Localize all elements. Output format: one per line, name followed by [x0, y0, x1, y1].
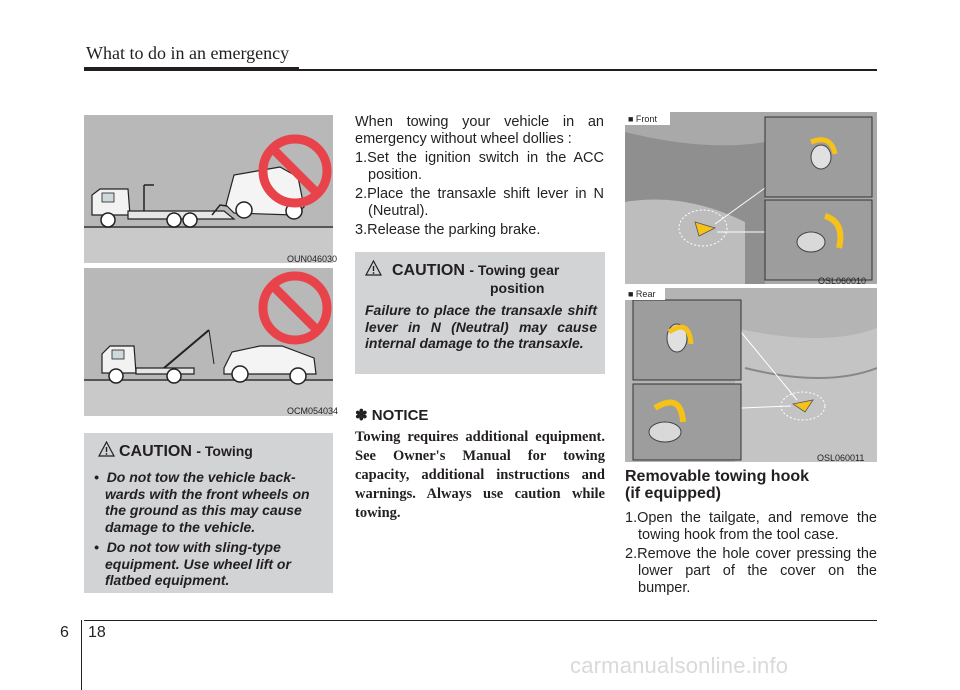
bullet-2-rest: equipment. Use wheel lift or flatbed equipment.	[105, 555, 291, 588]
caution-heading-label: CAUTION	[119, 443, 192, 460]
hook-title-line1: Removable towing hook	[625, 468, 810, 485]
figure-code: OCM054034	[287, 406, 339, 416]
warning-triangle-icon	[98, 441, 115, 457]
caution-heading-label: CAUTION	[392, 262, 465, 279]
intro-step-3: 3.Release the parking brake.	[355, 222, 541, 238]
bullet-2-first-line: Do not tow with sling-type	[106, 539, 281, 555]
figure-code: OSL060011	[817, 453, 865, 463]
front-hook-figure	[625, 112, 877, 284]
notice-heading: ✽ NOTICE	[355, 407, 429, 424]
figure-code: OUN046030	[287, 254, 338, 264]
figure-code: OSL060010	[818, 276, 867, 286]
rear-hook-figure	[625, 288, 877, 462]
footer-divider	[81, 620, 82, 690]
hook-step-1: 1.Open the tailgate, and remove the towing hook from the tool case.	[625, 510, 877, 543]
warning-triangle-icon	[365, 260, 382, 276]
footer-rule	[84, 620, 877, 621]
header-rule-thick	[84, 67, 299, 71]
hook-section-title	[625, 468, 809, 502]
wheel-lift-tow-illustration	[84, 268, 333, 416]
notice-body: Towing requires additional equipment. See Owner's Manual for towing capacity, additional instructions and warnings. Always use caution while towing.	[355, 429, 605, 521]
rear-hook-illustration	[625, 288, 877, 462]
intro-step-2: 2.Place the transaxle shift lever in N (Neutral).	[355, 186, 604, 219]
watermark-text: carmanualsonline.info	[570, 653, 789, 678]
hook-step-2: 2.Remove the hole cover pressing the lower part of the cover on the bumper.	[625, 546, 877, 596]
intro-step-1: 1.Set the ignition switch in the ACC position.	[355, 150, 604, 183]
caution-subheading-line2: position	[490, 280, 545, 296]
header-rule-thin	[299, 69, 877, 71]
hook-title-line2: (if equipped)	[625, 485, 721, 502]
flatbed-tow-illustration	[84, 115, 333, 263]
caution-heading	[119, 443, 253, 461]
front-hook-illustration	[625, 112, 877, 284]
bullet-1-rest: wards with the front wheels on the ground as this may cause damage to the vehicle.	[105, 485, 310, 535]
caution-subheading: - Towing	[196, 443, 253, 459]
intro-paragraph: When towing your vehicle in an emergency without wheel dollies :	[355, 114, 604, 147]
bullet-1-first-line: Do not tow the vehicle back-	[106, 469, 296, 485]
caution-subheading-line2-wrap	[490, 280, 544, 298]
caution-gear-box	[355, 252, 605, 374]
caution-bullet-1: • Do not tow the vehicle back- wards with the front wheels on the ground as this may cause damage to the vehicle.	[94, 469, 326, 535]
caution-towing-box	[84, 433, 333, 593]
chapter-number: 6	[60, 624, 69, 641]
wheel-lift-tow-figure	[84, 268, 333, 416]
caution-bullet-2: • Do not tow with sling-type equipment. Use wheel lift or flatbed equipment.	[94, 539, 326, 589]
caution-heading	[392, 262, 559, 280]
caution-gear-body: Failure to place the transaxle shift lever in N (Neutral) may cause internal damage to the transaxle.	[365, 302, 597, 351]
page-number: 18	[88, 624, 106, 641]
flatbed-tow-figure	[84, 115, 333, 263]
page-header-title: What to do in an emergency	[86, 43, 290, 63]
caution-subheading-line1: - Towing gear	[469, 262, 560, 278]
rear-label: ■ Rear	[628, 289, 656, 299]
front-label: ■ Front	[628, 114, 657, 124]
